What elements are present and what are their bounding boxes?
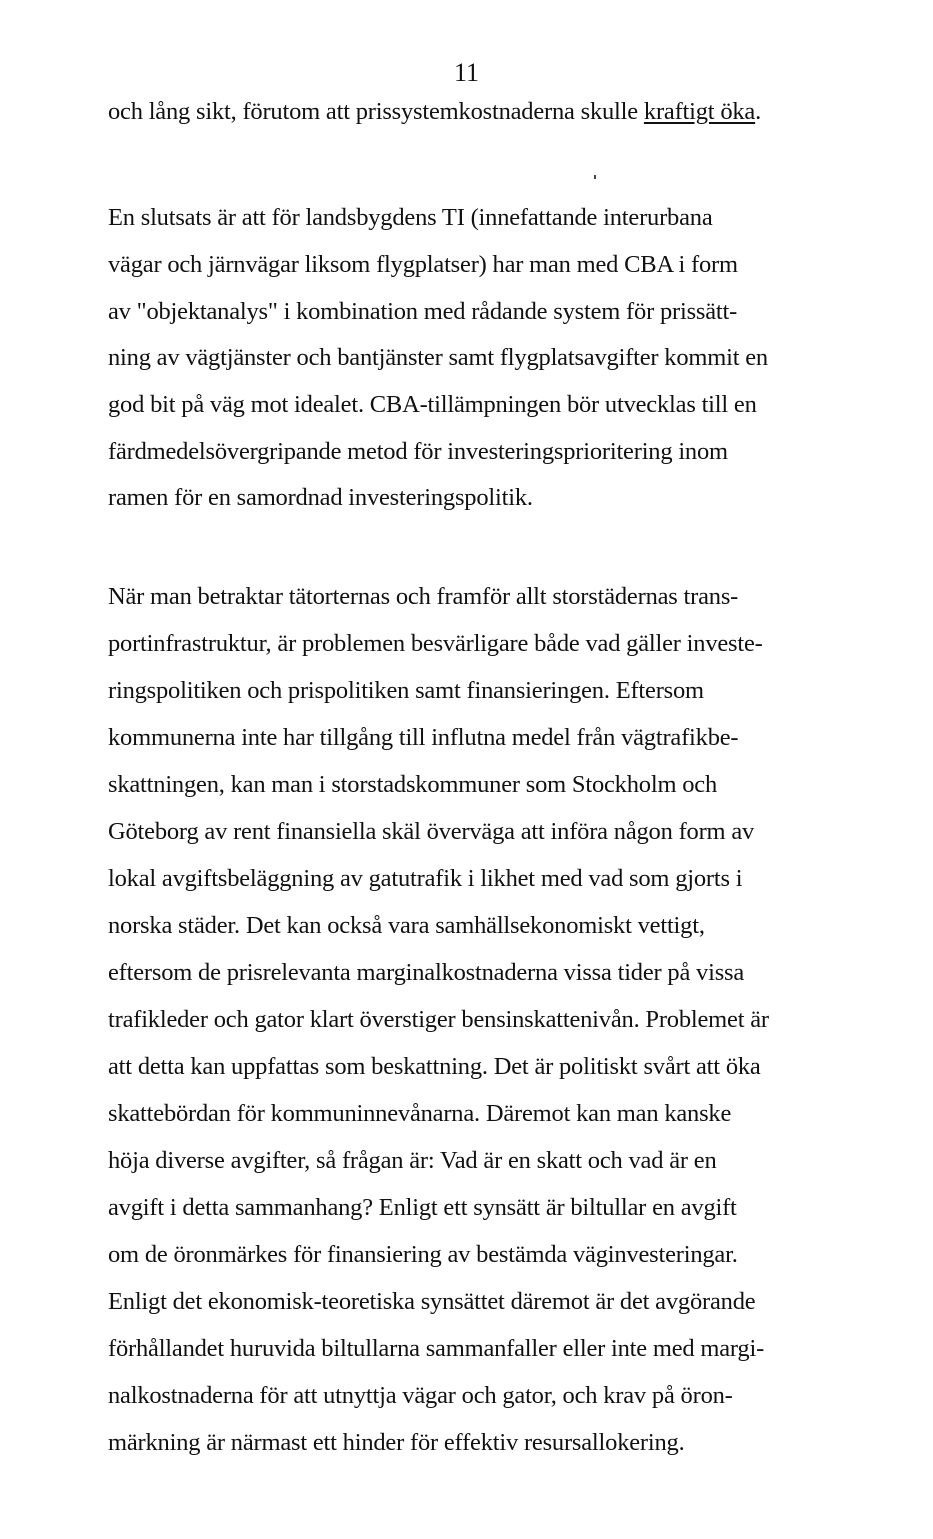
text-line: eftersom de prisrelevanta marginalkostnaderna vissa tider på vissa bbox=[108, 959, 745, 986]
text-line: En slutsats är att för landsbygdens TI (innefattande interurbana bbox=[108, 204, 713, 231]
text-line: ning av vägtjänster och bantjänster samt flygplatsavgifter kommit en bbox=[108, 344, 768, 371]
text-line: färdmedelsövergripande metod för investeringsprioritering inom bbox=[108, 438, 728, 465]
text-line: portinfrastruktur, är problemen besvärligare både vad gäller investe- bbox=[108, 630, 763, 657]
text-line: att detta kan uppfattas som beskattning. Det är politiskt svårt att öka bbox=[108, 1053, 761, 1080]
text-line: trafikleder och gator klart överstiger bensinskattenivån. Problemet är bbox=[108, 1006, 769, 1033]
scan-speck bbox=[594, 175, 596, 179]
text-line: vägar och järnvägar liksom flygplatser) har man med CBA i form bbox=[108, 251, 738, 278]
text-line: märkning är närmast ett hinder för effektiv resursallokering. bbox=[108, 1429, 685, 1456]
text-line: norska städer. Det kan också vara samhällsekonomiskt vettigt, bbox=[108, 912, 705, 939]
underlined-emphasis: kraftigt öka bbox=[643, 98, 756, 125]
continuation-text: och lång sikt, förutom att prissystemkostnaderna skulle bbox=[108, 98, 644, 125]
text-line: avgift i detta sammanhang? Enligt ett synsätt är biltullar en avgift bbox=[108, 1194, 737, 1221]
text-line: höja diverse avgifter, så frågan är: Vad är en skatt och vad är en bbox=[108, 1147, 717, 1174]
text-line: god bit på väg mot idealet. CBA-tillämpningen bör utvecklas till en bbox=[108, 391, 757, 418]
text-line: lokal avgiftsbeläggning av gatutrafik i likhet med vad som gjorts i bbox=[108, 865, 743, 892]
text-line: kommunerna inte har tillgång till influtna medel från vägtrafikbe- bbox=[108, 724, 739, 751]
continuation-period: . bbox=[755, 98, 762, 125]
text-line: ringspolitiken och prispolitiken samt finansieringen. Eftersom bbox=[108, 677, 704, 704]
text-line: om de öronmärkes för finansiering av bestämda väginvesteringar. bbox=[108, 1241, 738, 1268]
text-line: Göteborg av rent finansiella skäl överväga att införa någon form av bbox=[108, 818, 755, 845]
text-line: ramen för en samordnad investeringspolitik. bbox=[108, 484, 533, 511]
text-line: När man betraktar tätorternas och framför allt storstädernas trans- bbox=[108, 583, 739, 610]
text-line: förhållandet huruvida biltullarna sammanfaller eller inte med margi- bbox=[108, 1335, 765, 1362]
text-line: av "objektanalys" i kombination med rådande system för prissätt- bbox=[108, 298, 738, 325]
continuation-line bbox=[108, 97, 761, 127]
text-line: Enligt det ekonomisk-teoretiska synsättet däremot är det avgörande bbox=[108, 1288, 756, 1315]
page-number: 11 bbox=[453, 58, 480, 87]
text-line: skattningen, kan man i storstadskommuner som Stockholm och bbox=[108, 771, 717, 798]
text-line: nalkostnaderna för att utnyttja vägar och gator, och krav på öron- bbox=[108, 1382, 733, 1409]
text-line: skattebördan för kommuninnevånarna. Däremot kan man kanske bbox=[108, 1100, 732, 1127]
